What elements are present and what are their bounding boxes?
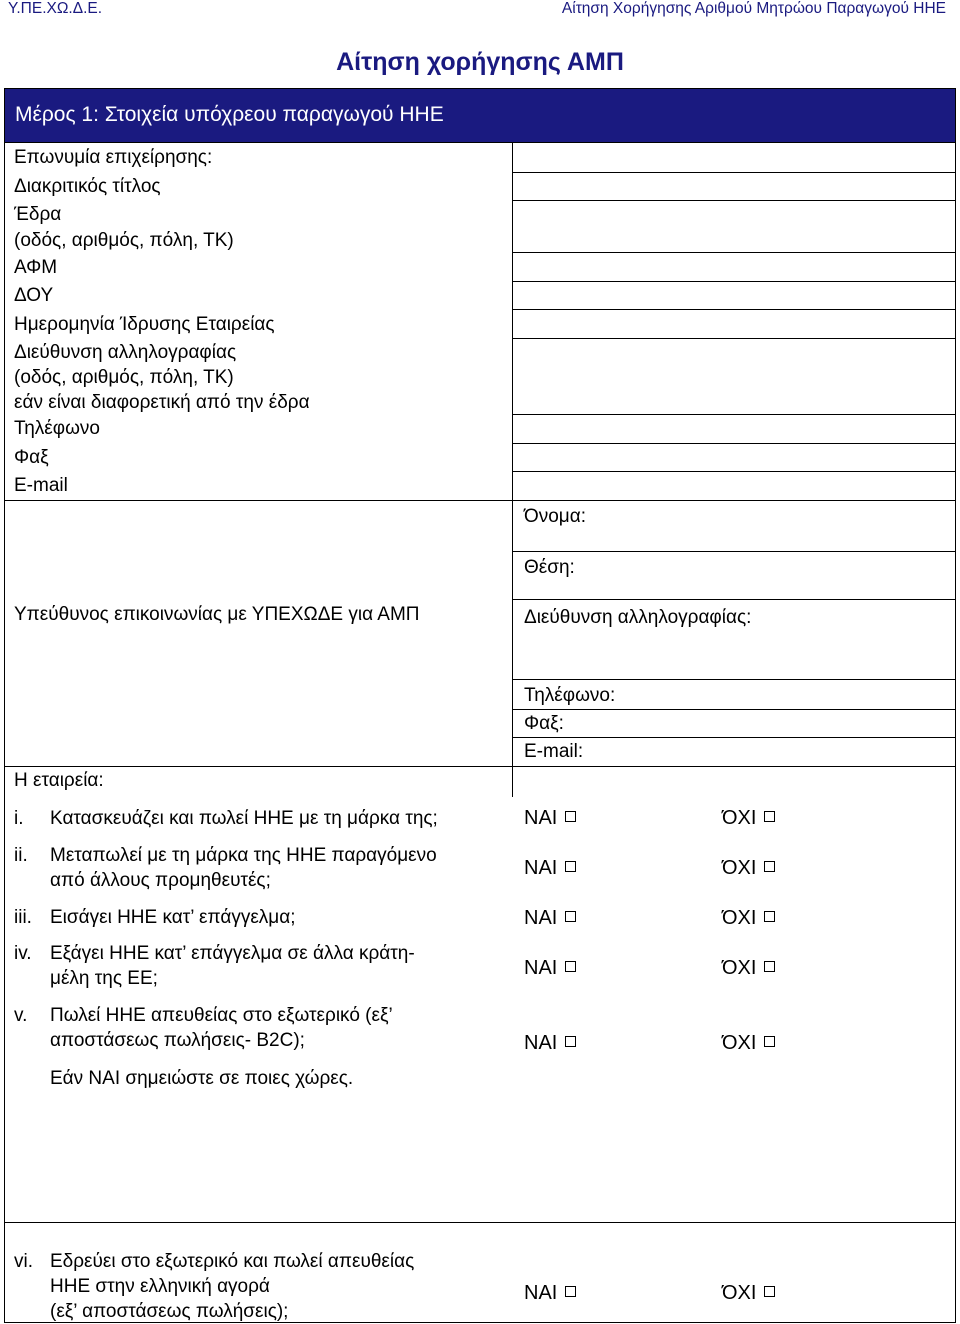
label-tax-office: ΔΟΥ — [14, 285, 54, 306]
yes-label: ΝΑΙ — [524, 807, 558, 829]
question-number: iii. — [14, 907, 32, 928]
checkbox-icon[interactable] — [565, 861, 576, 872]
no-label: ΌΧΙ — [722, 1282, 757, 1304]
question-number: i. — [14, 808, 24, 829]
checkbox-icon[interactable] — [565, 1286, 576, 1297]
contact-fax-label: Φαξ: — [524, 713, 564, 734]
row-divider — [512, 443, 956, 444]
row-divider — [512, 281, 956, 282]
question-text-cont: μέλη της ΕΕ; — [50, 968, 158, 989]
header-doc-name: Αίτηση Χορήγησης Αριθμού Μητρώου Παραγωγού ΗΗΕ — [561, 0, 946, 17]
row-divider — [4, 766, 956, 767]
yes-option[interactable] — [524, 1031, 576, 1056]
yes-option[interactable] — [524, 956, 576, 981]
question-text-cont: αποστάσεως πωλήσεις- B2C); — [50, 1030, 305, 1051]
question-number: vi. — [14, 1251, 33, 1272]
label-trade-title: Διακριτικός τίτλος — [14, 176, 161, 197]
label-seat: Έδρα — [14, 204, 62, 225]
contact-name-label: Όνομα: — [524, 506, 586, 527]
question-text-cont: από άλλους προμηθευτές; — [50, 870, 271, 891]
row-divider — [512, 471, 956, 472]
row-divider — [512, 252, 956, 253]
no-option[interactable] — [722, 806, 775, 831]
question-text: Εξάγει ΗΗΕ κατ’ επάγγελμα σε άλλα κράτη- — [50, 943, 415, 964]
label-email: E-mail — [14, 475, 68, 496]
checkbox-icon[interactable] — [764, 911, 775, 922]
table-border-left — [4, 143, 5, 1323]
table-divider-vertical — [512, 143, 513, 797]
checkbox-icon[interactable] — [565, 961, 576, 972]
row-divider — [512, 200, 956, 201]
no-option[interactable] — [722, 1281, 775, 1306]
no-option[interactable] — [722, 1031, 775, 1056]
question-note: Εάν ΝΑΙ σημειώστε σε ποιες χώρες. — [50, 1068, 354, 1089]
no-label: ΌΧΙ — [722, 807, 757, 829]
row-divider — [512, 599, 956, 600]
row-divider — [4, 500, 956, 501]
row-divider — [512, 172, 956, 173]
label-seat-detail: (οδός, αριθμός, πόλη, ΤΚ) — [14, 230, 234, 251]
checkbox-icon[interactable] — [764, 1036, 775, 1047]
table-border-right — [955, 143, 956, 1323]
checkbox-icon[interactable] — [565, 911, 576, 922]
company-label: Η εταιρεία: — [14, 770, 104, 791]
page-title: Αίτηση χορήγησης ΑΜΠ — [336, 48, 624, 76]
yes-option[interactable] — [524, 1281, 576, 1306]
row-divider — [512, 551, 956, 552]
contact-position-label: Θέση: — [524, 557, 575, 578]
header-org: Υ.ΠΕ.ΧΩ.Δ.Ε. — [8, 0, 103, 17]
label-mail-address-detail: (οδός, αριθμός, πόλη, ΤΚ) — [14, 367, 234, 388]
yes-option[interactable] — [524, 906, 576, 931]
checkbox-icon[interactable] — [764, 961, 775, 972]
question-text: Εισάγει ΗΗΕ κατ’ επάγγελμα; — [50, 907, 296, 928]
no-label: ΌΧΙ — [722, 857, 757, 879]
yes-option[interactable] — [524, 856, 576, 881]
row-divider — [512, 679, 956, 680]
no-option[interactable] — [722, 906, 775, 931]
question-number: iv. — [14, 943, 32, 964]
contact-email-label: E-mail: — [524, 741, 584, 762]
checkbox-icon[interactable] — [764, 811, 775, 822]
contact-address-label: Διεύθυνση αλληλογραφίας: — [524, 607, 752, 628]
question-text-cont: (εξ’ αποστάσεως πωλήσεις); — [50, 1301, 289, 1322]
no-label: ΌΧΙ — [722, 907, 757, 929]
section-header: Μέρος 1: Στοιχεία υπόχρεου παραγωγού ΗΗΕ — [4, 88, 956, 143]
label-company-name: Επωνυμία επιχείρησης: — [14, 147, 213, 168]
question-number: v. — [14, 1005, 28, 1026]
label-fax: Φαξ — [14, 447, 49, 468]
question-text: Εδρεύει στο εξωτερικό και πωλεί απευθείας — [50, 1251, 415, 1272]
no-label: ΌΧΙ — [722, 1032, 757, 1054]
yes-label: ΝΑΙ — [524, 857, 558, 879]
no-label: ΌΧΙ — [722, 957, 757, 979]
checkbox-icon[interactable] — [764, 861, 775, 872]
row-divider — [512, 709, 956, 710]
no-option[interactable] — [722, 856, 775, 881]
label-mail-address: Διεύθυνση αλληλογραφίας — [14, 342, 237, 363]
question-text: Πωλεί ΗΗΕ απευθείας στο εξωτερικό (εξ’ — [50, 1005, 393, 1026]
checkbox-icon[interactable] — [764, 1286, 775, 1297]
no-option[interactable] — [722, 956, 775, 981]
contact-phone-label: Τηλέφωνο: — [524, 685, 616, 706]
row-divider — [512, 338, 956, 339]
checkbox-icon[interactable] — [565, 1036, 576, 1047]
question-text: Μεταπωλεί με τη μάρκα της ΗΗΕ παραγόμενο — [50, 845, 437, 866]
checkbox-icon[interactable] — [565, 811, 576, 822]
yes-label: ΝΑΙ — [524, 957, 558, 979]
yes-label: ΝΑΙ — [524, 1032, 558, 1054]
question-number: ii. — [14, 845, 28, 866]
label-founding-date: Ημερομηνία Ίδρυσης Εταιρείας — [14, 314, 275, 335]
row-divider — [512, 737, 956, 738]
question-text: Κατασκευάζει και πωλεί ΗΗΕ με τη μάρκα της; — [50, 808, 438, 829]
yes-label: ΝΑΙ — [524, 1282, 558, 1304]
label-phone: Τηλέφωνο — [14, 418, 100, 439]
row-divider — [512, 414, 956, 415]
label-mail-address-note: εάν είναι διαφορετική από την έδρα — [14, 392, 310, 413]
label-vat: ΑΦΜ — [14, 257, 58, 278]
label-contact-person: Υπεύθυνος επικοινωνίας με ΥΠΕΧΩΔΕ για ΑΜΠ — [14, 604, 420, 625]
yes-option[interactable] — [524, 806, 576, 831]
row-divider — [4, 1222, 956, 1223]
question-text-cont: ΗΗΕ στην ελληνική αγορά — [50, 1276, 270, 1297]
row-divider — [512, 309, 956, 310]
yes-label: ΝΑΙ — [524, 907, 558, 929]
